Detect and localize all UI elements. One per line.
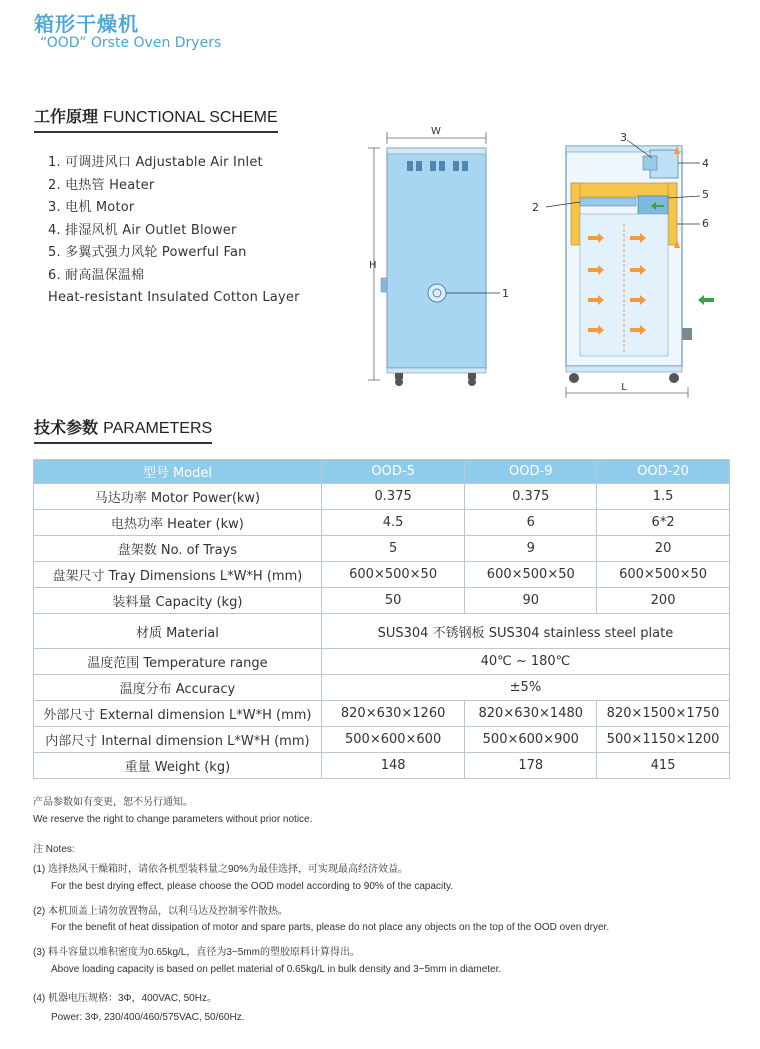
table-row: [34, 536, 730, 562]
note-2-cn: (2) 本机顶盖上请勿放置物品，以利马达及控制零件散热。: [33, 906, 288, 917]
callout-1: 1: [502, 287, 509, 300]
table-cell: 0.375: [321, 484, 465, 510]
page-title-cn: 箱形干燥机: [34, 12, 139, 36]
notice-cn: 产品参数如有变更，恕不另行通知。: [33, 797, 193, 808]
table-cell: 500×600×600: [321, 727, 465, 753]
note-4-en: Power: 3Φ, 230/400/460/575VAC, 50/60Hz.: [51, 1012, 245, 1023]
table-cell: 820×1500×1750: [597, 701, 730, 727]
temperature-cell: 40℃ ~ 180℃: [321, 649, 729, 675]
callout-2: 2: [532, 201, 539, 214]
table-cell: 820×630×1480: [465, 701, 597, 727]
callout-6: 6: [702, 217, 709, 230]
row-label: 盘架数 No. of Trays: [34, 536, 322, 562]
callout-5: 5: [702, 188, 709, 201]
functional-item: 3. 电机 Motor: [48, 200, 135, 215]
row-label: 温度分布 Accuracy: [34, 675, 322, 701]
note-2-en: For the benefit of heat dissipation of motor and spare parts, please do not place any objects on the top of the OOD oven dryer.: [51, 922, 610, 933]
functional-list: [48, 152, 300, 310]
table-cell: 5: [321, 536, 465, 562]
table-cell: 415: [597, 753, 730, 779]
table-row: [34, 753, 730, 779]
table-row-temperature: [34, 649, 730, 675]
header-cell: 型号 Model: [34, 460, 322, 484]
functional-heading-cn: 工作原理: [34, 107, 99, 126]
row-label: 盘架尺寸 Tray Dimensions L*W*H (mm): [34, 562, 322, 588]
row-label: 马达功率 Motor Power(kw): [34, 484, 322, 510]
height-label: H: [369, 260, 377, 271]
note-3-en: Above loading capacity is based on pellet material of 0.65kg/L in bulk density and 3~5mm in diameter.: [51, 964, 502, 975]
cabinet-front: [387, 148, 486, 368]
table-row: [34, 484, 730, 510]
table-cell: 500×600×900: [465, 727, 597, 753]
table-cell: 500×1150×1200: [597, 727, 730, 753]
table-cell: 600×500×50: [321, 562, 465, 588]
header-cell: OOD-5: [321, 460, 465, 484]
functional-item: Heat-resistant Insulated Cotton Layer: [48, 290, 300, 305]
table-cell: 0.375: [465, 484, 597, 510]
functional-item: 6. 耐高温保温棉: [48, 267, 145, 283]
functional-item: 5. 多翼式强力风轮 Powerful Fan: [48, 245, 247, 260]
functional-heading-en: FUNCTIONAL SCHEME: [103, 109, 278, 126]
table-cell: 6*2: [597, 510, 730, 536]
table-cell: 20: [597, 536, 730, 562]
table-cell: 820×630×1260: [321, 701, 465, 727]
section-view-diagram: [528, 128, 728, 398]
note-3-cn: (3) 料斗容量以堆积密度为0.65kg/L，直径为3~5mm的塑胶原料计算得出。: [33, 947, 360, 958]
table-cell: 178: [465, 753, 597, 779]
table-cell: 600×500×50: [597, 562, 730, 588]
row-label: 材质 Material: [34, 614, 322, 649]
notes-title: 注 Notes:: [33, 844, 75, 855]
table-cell: 6: [465, 510, 597, 536]
header-cell: OOD-9: [465, 460, 597, 484]
functional-item: 1. 可调进风口 Adjustable Air Inlet: [48, 155, 263, 170]
table-cell: 9: [465, 536, 597, 562]
length-label: L: [621, 382, 627, 393]
functional-item: 2. 电热管 Heater: [48, 177, 155, 193]
notice-block: [33, 794, 312, 828]
table-row-material: [34, 614, 730, 649]
table-cell: 4.5: [321, 510, 465, 536]
parameters-heading-cn: 技术参数: [34, 418, 99, 437]
table-row: [34, 562, 730, 588]
notice-en: We reserve the right to change parameters without prior notice.: [33, 814, 313, 825]
parameters-heading-en: PARAMETERS: [103, 420, 213, 437]
functional-item: 4. 排湿风机 Air Outlet Blower: [48, 222, 237, 238]
functional-scheme-heading: [34, 104, 278, 133]
header-cell: OOD-20: [597, 460, 730, 484]
parameters-heading: [34, 415, 212, 444]
table-cell: 148: [321, 753, 465, 779]
row-label: 内部尺寸 Internal dimension L*W*H (mm): [34, 727, 322, 753]
row-label: 外部尺寸 External dimension L*W*H (mm): [34, 701, 322, 727]
table-cell: 90: [465, 588, 597, 614]
table-cell: 50: [321, 588, 465, 614]
table-row: [34, 588, 730, 614]
row-label: 温度范围 Temperature range: [34, 649, 322, 675]
front-view-diagram: [360, 118, 530, 393]
table-cell: 200: [597, 588, 730, 614]
table-cell: 600×500×50: [465, 562, 597, 588]
note-4-cn: (4) 机器电压规格：3Φ，400VAC, 50Hz。: [33, 993, 217, 1004]
table-cell: 1.5: [597, 484, 730, 510]
table-row-accuracy: [34, 675, 730, 701]
parameters-table: [33, 459, 730, 779]
row-label: 装料量 Capacity (kg): [34, 588, 322, 614]
material-cell: SUS304 不锈钢板 SUS304 stainless steel plate: [321, 614, 729, 649]
callout-4: 4: [702, 157, 709, 170]
note-1-en: For the best drying effect, please choose the OOD model according to 90% of the capacity.: [51, 881, 454, 892]
accuracy-cell: ±5%: [321, 675, 729, 701]
width-label: W: [431, 126, 441, 137]
note-1-cn: (1) 选择热风干燥箱时，请依各机型装料量之90%为最佳选择，可实现最高经济效益。: [33, 864, 409, 875]
table-header-row: [34, 460, 730, 484]
row-label: 重量 Weight (kg): [34, 753, 322, 779]
page-title-en: “OOD” Orste Oven Dryers: [40, 35, 222, 51]
row-label: 电热功率 Heater (kw): [34, 510, 322, 536]
callout-3: 3: [620, 131, 627, 144]
air-inlet-icon: [428, 284, 446, 302]
table-row: [34, 510, 730, 536]
table-row: [34, 727, 730, 753]
table-row: [34, 701, 730, 727]
